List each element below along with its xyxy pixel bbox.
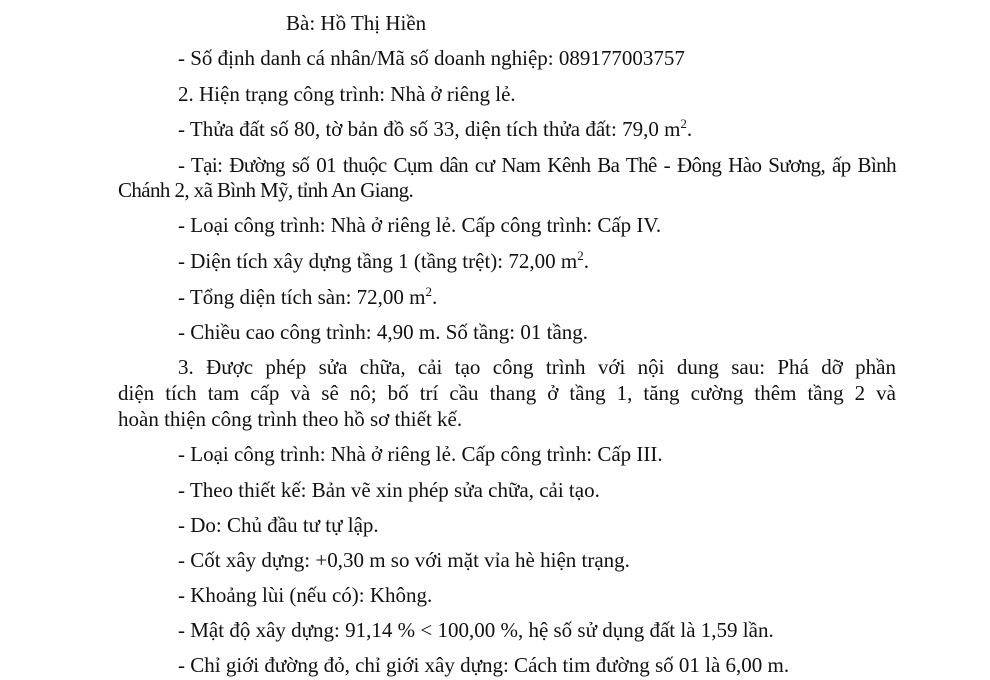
- construction-elevation: - Cốt xây dựng: +0,30 m so với mặt vỉa hè hiện trạng.: [178, 548, 630, 572]
- id-number-line: - Số định danh cá nhân/Mã số doanh nghiệp: 089177003757: [178, 46, 685, 70]
- superscript-2: 2: [680, 116, 687, 131]
- land-lot-line: - Thửa đất số 80, tờ bản đồ số 33, diện tích thửa đất: 79,0 $m^2$.: [178, 116, 693, 141]
- building-density: - Mật độ xây dựng: 91,14 % < 100,00 %, hệ số sử dụng đất là 1,59 lần.: [178, 618, 774, 642]
- cropped-text-line: [200, 0, 760, 4]
- section-3-line-2: diện tích tam cấp và sê nô; bố trí cầu thang ở tầng 1, tăng cường thêm tầng 2 và: [118, 381, 896, 405]
- ground-floor-area: - Diện tích xây dựng tầng 1 (tầng trệt): 72,00 $m^2$.: [178, 248, 589, 273]
- section-3-line-1: 3. Được phép sửa chữa, cải tạo công trình với nội dung sau: Phá dỡ phần: [178, 355, 896, 379]
- address-line-2: Chánh 2, xã Bình Mỹ, tỉnh An Giang.: [118, 178, 414, 202]
- boundary-line: - Chỉ giới đường đỏ, chỉ giới xây dựng: Cách tim đường số 01 là 6,00 m.: [178, 653, 790, 677]
- setback: - Khoảng lùi (nếu có): Không.: [178, 583, 433, 607]
- total-floor-area: - Tổng diện tích sàn: 72,00 $m^2$.: [178, 284, 438, 309]
- current-building-type: - Loại công trình: Nhà ở riêng lẻ. Cấp công trình: Cấp IV.: [178, 213, 662, 237]
- section-2-title: 2. Hiện trạng công trình: Nhà ở riêng lẻ.: [178, 82, 516, 106]
- designed-by: - Do: Chủ đầu tư tự lập.: [178, 513, 379, 537]
- section-3-line-3: hoàn thiện công trình theo hồ sơ thiết kế.: [118, 407, 463, 431]
- design-reference: - Theo thiết kế: Bản vẽ xin phép sửa chữa, cải tạo.: [178, 478, 600, 502]
- address-line-1: - Tại: Đường số 01 thuộc Cụm dân cư Nam Kênh Ba Thê - Đông Hào Sương, ấp Bình: [178, 153, 896, 177]
- building-height: - Chiều cao công trình: 4,90 m. Số tầng: 01 tầng.: [178, 320, 589, 344]
- owner-name: Bà: Hồ Thị Hiền: [286, 11, 427, 35]
- new-building-type: - Loại công trình: Nhà ở riêng lẻ. Cấp công trình: Cấp III.: [178, 442, 663, 466]
